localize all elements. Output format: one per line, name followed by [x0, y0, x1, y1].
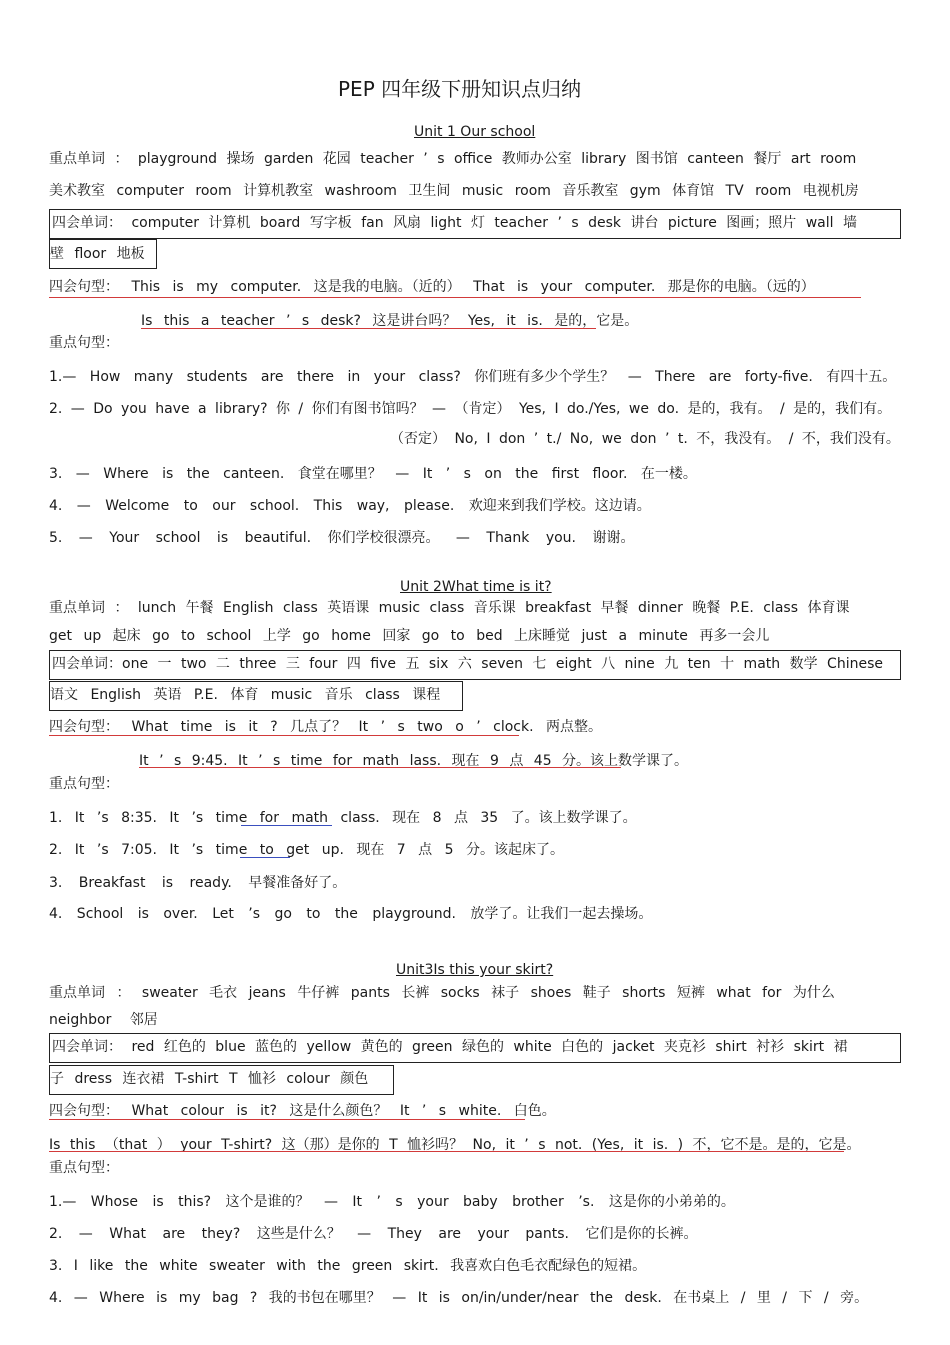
unit1-four-sentences-line1: 四会句型： This is my computer. 这是我的电脑。（近的） That is your computer. 那是你的电脑。（远的） — [49, 279, 815, 295]
unit3-key-sentence-4: 4. — Where is my bag ? 我的书包在哪里？ — It is on/in/under/near the desk. 在书桌上 / 里 / 下 / 旁。 — [49, 1290, 869, 1306]
unit2-red-underline-1 — [49, 735, 519, 736]
unit3-four-sentences-line2: Is this （that ） your T-shirt? 这（那）是你的 T 恤衫吗？ No, it ’ s not. (Yes, it is. ) 不，它不是。是的，它是。 — [49, 1137, 861, 1153]
unit2-key-sentence-2: 2. It ’s 7:05. It ’s time to get up. 现在 7 点 5 分。该起床了。 — [49, 842, 564, 858]
unit1-key-sentence-2: 2. — Do you have a library? 你 / 你们有图书馆吗？ — （肯定） Yes, I do./Yes, we do. 是的，我有。 / 是的，我们有。 — [49, 401, 892, 417]
unit2-key-words-line1: 重点单词 ： lunch 午餐 English class 英语课 music class 音乐课 breakfast 早餐 dinner 晚餐 P.E. class 体育课 — [49, 600, 850, 616]
unit1-key-sentence-1: 1.— How many students are there in your class? 你们班有多少个学生？ — There are forty-five. 有四十五。 — [49, 369, 897, 385]
unit3-key-sentence-2: 2. — What are they? 这些是什么？ — They are your pants. 它们是你的长裤。 — [49, 1226, 698, 1242]
unit2-blue-underline-2 — [240, 857, 290, 858]
unit1-key-words-line2: 美术教室 computer room 计算机教室 washroom 卫生间 music room 音乐教室 gym 体育馆 TV room 电视机房 — [49, 183, 859, 199]
unit3-key-sentence-3: 3. I like the white sweater with the green skirt. 我喜欢白色毛衣配绿色的短裙。 — [49, 1258, 647, 1274]
unit3-red-underline-2 — [49, 1151, 844, 1152]
unit2-blue-underline-1 — [241, 825, 332, 826]
unit1-key-sentence-4: 4. — Welcome to our school. This way, please. 欢迎来到我们学校。这边请。 — [49, 498, 651, 514]
unit2-key-sentences-label: 重点句型： — [49, 776, 119, 792]
unit1-four-words-line2: 壁 floor 地板 — [50, 246, 145, 262]
unit1-key-sentence-5: 5. — Your school is beautiful. 你们学校很漂亮。 — Thank you. 谢谢。 — [49, 530, 635, 546]
unit1-four-sentences-line2: Is this a teacher ’ s desk? 这是讲台吗？ Yes, it is. 是的，它是。 — [141, 313, 639, 329]
unit2-red-underline-2 — [139, 767, 621, 768]
unit3-key-words-line2: neighbor 邻居 — [49, 1012, 158, 1028]
page-title: PEP 四年级下册知识点归纳 — [338, 77, 582, 101]
unit3-key-sentence-1: 1.— Whose is this? 这个是谁的？ — It ’ s your baby brother ’s. 这是你的小弟弟的。 — [49, 1194, 735, 1210]
unit2-heading: Unit 2What time is it? — [400, 579, 552, 595]
unit1-key-sentences-label: 重点句型： — [49, 335, 119, 351]
unit2-key-sentence-3: 3. Breakfast is ready. 早餐准备好了。 — [49, 875, 347, 891]
unit2-four-words-line1: 四会单词：one 一 two 二 three 三 four 四 five 五 six 六 seven 七 eight 八 nine 九 ten 十 math 数学 Chinese — [52, 656, 883, 672]
unit3-four-sentences-line1: 四会句型： What colour is it? 这是什么颜色？ It ’ s white. 白色。 — [49, 1103, 556, 1119]
unit2-key-sentence-1: 1. It ’s 8:35. It ’s time for math class. 现在 8 点 35 了。该上数学课了。 — [49, 810, 637, 826]
unit1-four-words-line1: 四会单词： computer 计算机 board 写字板 fan 风扇 light 灯 teacher ’ s desk 讲台 picture 图画；照片 wall 墙 — [52, 215, 857, 231]
unit3-red-underline-1 — [49, 1119, 525, 1120]
unit2-four-sentences-line1: 四会句型： What time is it ? 几点了？ It ’ s two o ’ clock. 两点整。 — [49, 719, 602, 735]
unit1-key-words-line1: 重点单词 ： playground 操场 garden 花园 teacher ’ s office 教师办公室 library 图书馆 canteen 餐厅 art room — [49, 151, 857, 167]
unit3-four-words-line2: 子 dress 连衣裙 T-shirt T 恤衫 colour 颜色 — [50, 1071, 369, 1087]
unit3-heading: Unit3Is this your skirt? — [396, 962, 554, 978]
unit3-key-words-line1: 重点单词 ： sweater 毛衣 jeans 牛仔裤 pants 长裤 socks 袜子 shoes 鞋子 shorts 短裤 what for 为什么 — [49, 985, 835, 1001]
unit1-red-underline-2 — [141, 328, 596, 329]
unit2-key-sentence-4: 4. School is over. Let ’s go to the playground. 放学了。让我们一起去操场。 — [49, 906, 653, 922]
unit2-four-words-line2: 语文 English 英语 P.E. 体育 music 音乐 class 课程 — [50, 687, 441, 703]
unit2-key-words-line2: get up 起床 go to school 上学 go home 回家 go to bed 上床睡觉 just a minute 再多一会儿 — [49, 628, 770, 644]
unit1-key-sentence-2b: （否定） No, I don ’ t./ No, we don ’ t. 不，我没有。 / 不，我们没有。 — [390, 431, 900, 447]
unit3-four-words-line1: 四会单词： red 红色的 blue 蓝色的 yellow 黄色的 green 绿色的 white 白色的 jacket 夹克衫 shirt 衬衫 skirt 裙 — [52, 1039, 848, 1055]
unit1-heading: Unit 1 Our school — [414, 124, 536, 140]
unit1-red-underline-1 — [49, 297, 861, 298]
unit2-four-sentences-line2: It ’ s 9:45. It ’ s time for math lass. 现在 9 点 45 分。该上数学课了。 — [139, 753, 689, 769]
unit1-key-sentence-3: 3. — Where is the canteen. 食堂在哪里？ — It ’ s on the first floor. 在一楼。 — [49, 466, 697, 482]
unit3-key-sentences-label: 重点句型： — [49, 1160, 119, 1176]
